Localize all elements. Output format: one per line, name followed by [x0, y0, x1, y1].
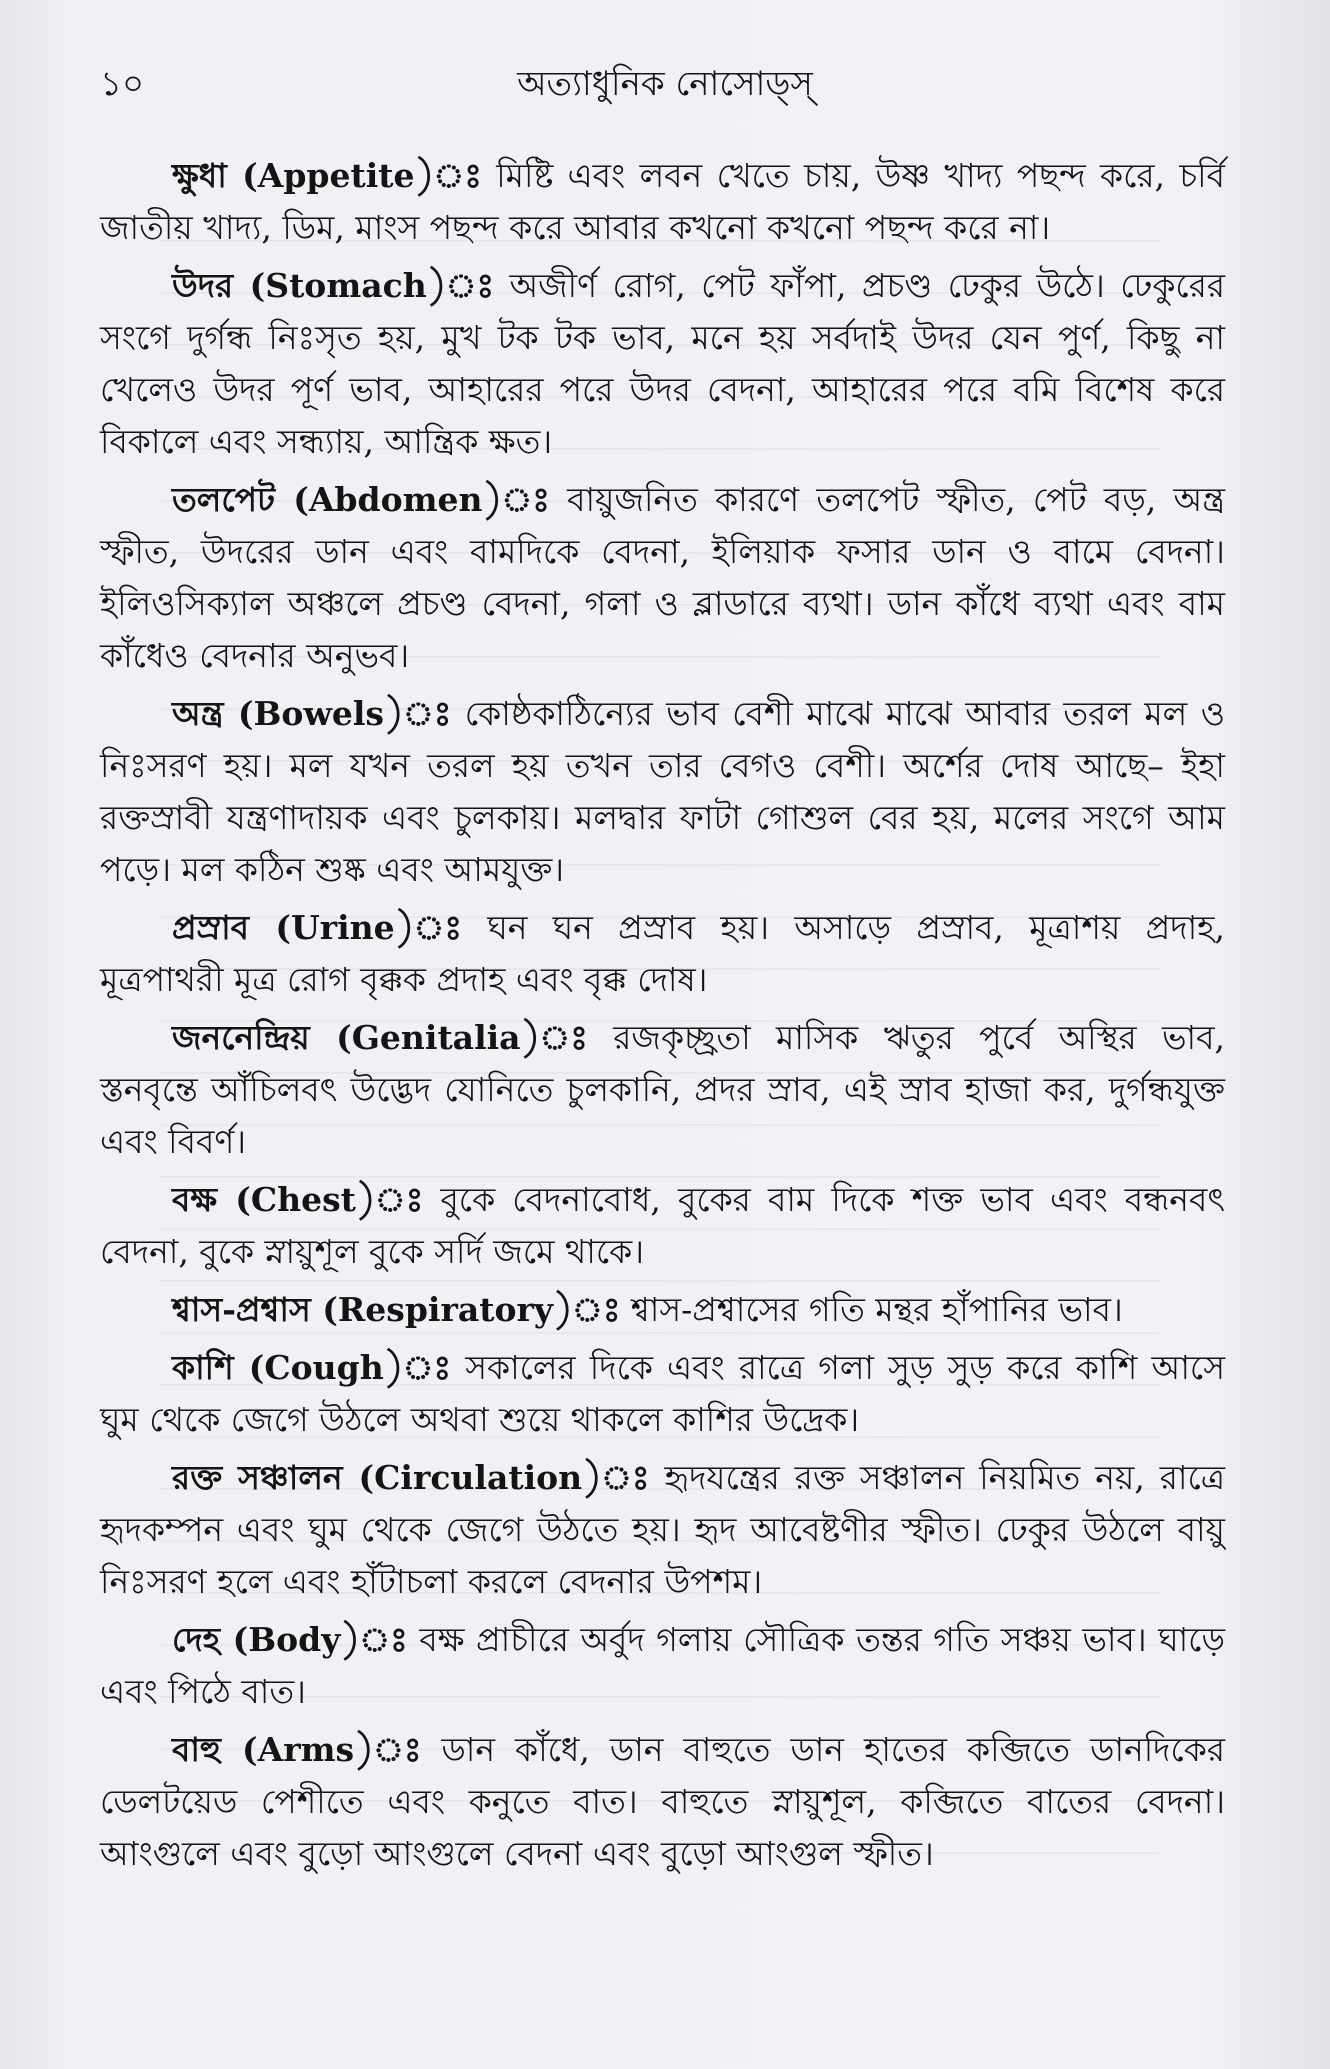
section-text: শ্বাস-প্রশ্বাসের গতি মন্থর হাঁপানির ভাব। — [630, 1290, 1123, 1329]
section-heading: শ্বাস-প্রশ্বাস (Respiratory)ঃ — [172, 1290, 621, 1329]
page-body — [100, 150, 1225, 1886]
section-arms — [100, 1724, 1225, 1880]
section-heading: রক্ত সঞ্চালন (Circulation)ঃ — [172, 1458, 650, 1497]
section-heading: অন্ত্র (Bowels)ঃ — [172, 694, 452, 733]
section-circulation — [100, 1452, 1225, 1608]
section-respiratory — [100, 1284, 1225, 1336]
section-text: ঘন ঘন প্রস্রাব হয়। অসাড়ে প্রস্রাব, মূত্রাশয় প্রদাহ, মূত্রপাথরী মূত্র রোগ বৃক্কক প্রদাহ এবং বৃক্ক দোষ। — [100, 908, 1225, 999]
section-appetite — [100, 150, 1225, 254]
section-heading: দেহ (Body)ঃ — [172, 1620, 408, 1659]
section-bowels — [100, 688, 1225, 896]
section-heading: বাহু (Arms)ঃ — [172, 1730, 422, 1769]
section-heading: প্রস্রাব (Urine)ঃ — [172, 908, 463, 947]
section-heading: বক্ষ (Chest)ঃ — [172, 1180, 424, 1219]
section-text: হৃদযন্ত্রের রক্ত সঞ্চালন নিয়মিত নয়, রাত্রে হৃদকম্পন এবং ঘুম থেকে জেগে উঠতে হয়। হৃদ আবেষ্টণীর স্ফীত। ঢেকুর উঠলে বায়ু নিঃসরণ হলে এবং হাঁটাচলা করলে বেদনার উপশম। — [100, 1458, 1225, 1601]
section-heading: তলপেট (Abdomen)ঃ — [172, 480, 550, 519]
section-text: রজকৃচ্ছ্রতা মাসিক ঋতুর পুর্বে অস্থির ভাব, স্তনবৃন্তে আঁচিলবৎ উদ্ভেদ যোনিতে চুলকানি, প্রদর স্রাব, এই স্রাব হাজা কর, দুর্গন্ধযুক্ত এবং বিবর্ণ। — [100, 1018, 1225, 1161]
section-text: ডান কাঁধে, ডান বাহুতে ডান হাতের কব্জিতে ডানদিকের ডেলটয়েড পেশীতে এবং কনুতে বাত। বাহুতে স্নায়ুশূল, কব্জিতে বাতের বেদনা। আংগুলে এবং বুড়ো আংগুলে বেদনা এবং বুড়ো আংগুল স্ফীত। — [100, 1730, 1225, 1873]
section-text: অজীর্ণ রোগ, পেট ফাঁপা, প্রচণ্ড ঢেকুর উঠে। ঢেকুরের সংগে দুর্গন্ধ নিঃসৃত হয়, মুখ টক টক ভাব, মনে হয় সর্বদাই উদর যেন পুর্ণ, কিছু না খেলেও উদর পূর্ণ ভাব, আহারের পরে উদর বেদনা, আহারের পরে বমি বিশেষ করে বিকালে এবং সন্ধ্যায়, আন্ত্রিক ক্ষত। — [100, 266, 1225, 461]
section-text: বুকে বেদনাবোধ, বুকের বাম দিকে শক্ত ভাব এবং বন্ধনবৎ বেদনা, বুকে স্নায়ুশূল বুকে সর্দি জমে থাকে। — [100, 1180, 1225, 1271]
section-cough — [100, 1342, 1225, 1446]
section-text: সকালের দিকে এবং রাত্রে গলা সুড় সুড় করে কাশি আসে ঘুম থেকে জেগে উঠলে অথবা শুয়ে থাকলে কাশির উদ্রেক। — [100, 1348, 1225, 1439]
section-stomach — [100, 260, 1225, 468]
section-text: কোষ্ঠকাঠিন্যের ভাব বেশী মাঝে মাঝে আবার তরল মল ও নিঃসরণ হয়। মল যখন তরল হয় তখন তার বেগও বেশী। অর্শের দোষ আছে– ইহা রক্তস্রাবী যন্ত্রণাদায়ক এবং চুলকায়। মলদ্বার ফাটা গোশুল বের হয়, মলের সংগে আম পড়ে। মল কঠিন শুষ্ক এবং আমযুক্ত। — [100, 694, 1225, 889]
section-heading: কাশি (Cough)ঃ — [172, 1348, 452, 1387]
running-title: অত্যাধুনিক নোসোড্‌স্‌ — [517, 64, 813, 104]
section-abdomen — [100, 474, 1225, 682]
page-number: ১০ — [100, 64, 145, 104]
section-urine — [100, 902, 1225, 1006]
section-genitalia — [100, 1012, 1225, 1168]
section-heading: ক্ষুধা (Appetite)ঃ — [172, 156, 482, 195]
section-heading: জননেন্দ্রিয় (Genitalia)ঃ — [172, 1018, 588, 1057]
section-heading: উদর (Stomach)ঃ — [172, 266, 495, 305]
section-body — [100, 1614, 1225, 1718]
section-text: বক্ষ প্রাচীরে অর্বুদ গলায় সৌত্রিক তন্তর গতি সঞ্চয় ভাব। ঘাড়ে এবং পিঠে বাত। — [100, 1620, 1225, 1711]
running-head — [100, 58, 1230, 118]
section-text: বায়ুজনিত কারণে তলপেট স্ফীত, পেট বড়, অন্ত্র স্ফীত, উদরের ডান এবং বামদিকে বেদনা, ইলিয়াক ফসার ডান ও বামে বেদনা। ইলিওসিক্যাল অঞ্চলে প্রচণ্ড বেদনা, গলা ও ব্লাডারে ব্যথা। ডান কাঁধে ব্যথা এবং বাম কাঁধেও বেদনার অনুভব। — [100, 480, 1225, 675]
section-text: মিষ্টি এবং লবন খেতে চায়, উষ্ণ খাদ্য পছন্দ করে, চর্বি জাতীয় খাদ্য, ডিম, মাংস পছন্দ করে আবার কখনো কখনো পছন্দ করে না। — [100, 156, 1225, 247]
section-chest — [100, 1174, 1225, 1278]
